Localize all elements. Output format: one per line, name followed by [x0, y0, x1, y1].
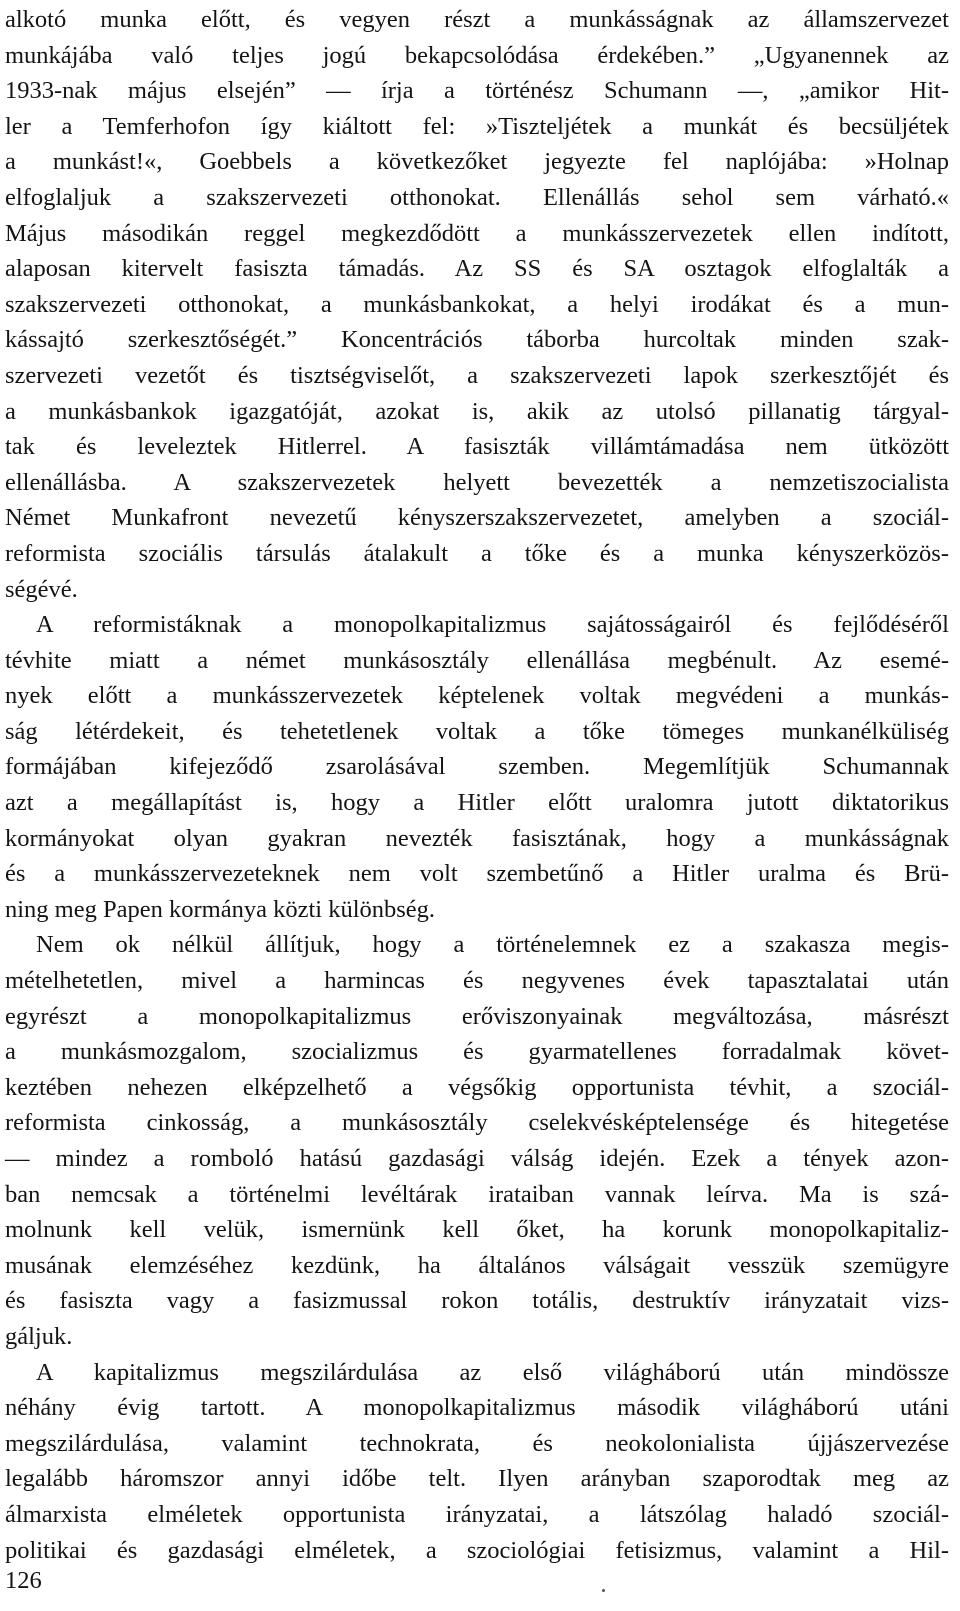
text-line: a munkást!«, Goebbels a következőket jegyezte fel naplójába: »Holnap	[5, 148, 949, 176]
text-line: és a munkásszervezeteknek nem volt szembetűnő a Hitler uralma és Brü-	[5, 860, 949, 888]
text-line: nyek előtt a munkásszervezetek képtelenek voltak megvédeni a munkás-	[5, 682, 949, 710]
text-line: tévhite miatt a német munkásosztály ellenállása megbénult. Az esemé-	[5, 646, 949, 674]
text-line: ban nemcsak a történelmi levéltárak irataiban vannak leírva. Ma is szá-	[5, 1180, 949, 1208]
text-line: Május másodikán reggel megkezdődött a munkásszervezetek ellen indított,	[5, 219, 949, 247]
text-line: tak és leveleztek Hitlerrel. A fasiszták villámtámadása nem ütközött	[5, 433, 949, 461]
text-line: néhány évig tartott. A monopolkapitalizmus második világháború utáni	[5, 1394, 949, 1422]
text-line: Német Munkafront nevezetű kényszerszakszervezetet, amelyben a szociál-	[5, 504, 949, 532]
text-line: ségévé.	[5, 575, 78, 603]
text-line: 1933-nak május elsején” — írja a történész Schumann —, „amikor Hit-	[5, 77, 949, 105]
text-line: Nem ok nélkül állítjuk, hogy a történelemnek ez a szakasza megis-	[36, 931, 949, 959]
text-line: elfoglaljuk a szakszervezeti otthonokat. Ellenállás sehol sem várható.«	[5, 183, 949, 211]
page-number: 126	[5, 1567, 42, 1594]
text-line: kássajtó szerkesztőségét.” Koncentrációs táborba hurcoltak minden szak-	[5, 326, 949, 354]
text-line: egyrészt a monopolkapitalizmus erőviszonyainak megváltozása, másrészt	[5, 1002, 949, 1030]
text-line: ság létérdekeit, és tehetetlenek voltak a tőke tömeges munkanélküliség	[5, 717, 949, 745]
text-line: a munkásbankok igazgatóját, azokat is, akik az utolsó pillanatig tárgyal-	[5, 397, 949, 425]
text-line: musának elemzéséhez kezdünk, ha általános válságait vesszük szemügyre	[5, 1251, 949, 1279]
text-line: ler a Temferhofon így kiáltott fel: »Tiszteljétek a munkát és becsüljétek	[5, 112, 949, 140]
text-line: reformista cinkosság, a munkásosztály cselekvésképtelensége és hitegetése	[5, 1109, 949, 1137]
text-line: szervezeti vezetőt és tisztségviselőt, a szakszervezeti lapok szerkesztőjét és	[5, 361, 949, 389]
text-line: A kapitalizmus megszilárdulása az első világháború után mindössze	[36, 1358, 949, 1386]
text-line: alaposan kitervelt fasiszta támadás. Az SS és SA osztagok elfoglalták a	[5, 255, 949, 283]
text-line: A reformistáknak a monopolkapitalizmus sajátosságairól és fejlődéséről	[36, 611, 949, 639]
text-line: — mindez a romboló hatású gazdasági válság idején. Ezek a tények azon-	[5, 1145, 949, 1172]
text-line: gáljuk.	[5, 1322, 73, 1350]
body-text	[5, 2, 949, 1568]
text-line: szakszervezeti otthonokat, a munkásbankokat, a helyi irodákat és a mun-	[5, 290, 949, 318]
text-line: politikai és gazdasági elméletek, a szociológiai fetisizmus, valamint a Hil-	[5, 1536, 949, 1564]
text-line: mételhetetlen, mivel a harmincas és negyvenes évek tapasztalatai után	[5, 967, 949, 995]
text-line: alkotó munka előtt, és vegyen részt a munkásságnak az államszervezet	[5, 6, 949, 33]
text-line: a munkásmozgalom, szocializmus és gyarmatellenes forradalmak követ-	[5, 1038, 949, 1066]
text-line: és fasiszta vagy a fasizmussal rokon totális, destruktív irányzatait vizs-	[5, 1287, 949, 1315]
text-line: munkájába való teljes jogú bekapcsolódása érdekében.” „Ugyanennek az	[5, 41, 949, 69]
text-line: reformista szociális társulás átalakult a tőke és a munka kényszerközös-	[5, 539, 949, 567]
text-line: molnunk kell velük, ismernünk kell őket, ha korunk monopolkapitaliz-	[5, 1216, 949, 1244]
text-line: formájában kifejeződő zsarolásával szemben. Megemlítjük Schumannak	[5, 753, 949, 781]
text-line: legalább háromszor annyi időbe telt. Ilyen arányban szaporodtak meg az	[5, 1465, 949, 1493]
text-line: azt a megállapítást is, hogy a Hitler előtt uralomra jutott diktatorikus	[5, 789, 949, 817]
text-line: megszilárdulása, valamint technokrata, és neokolonialista újjászervezése	[5, 1429, 949, 1457]
text-line: keztében nehezen elképzelhető a végsőkig opportunista tévhit, a szociál-	[5, 1073, 949, 1101]
text-line: álmarxista elméletek opportunista irányzatai, a látszólag haladó szociál-	[5, 1500, 949, 1528]
text-line: ning meg Papen kormánya közti különbség.	[5, 895, 436, 923]
print-speck	[602, 1589, 605, 1592]
text-line: kormányokat olyan gyakran nevezték fasisztának, hogy a munkásságnak	[5, 824, 949, 852]
text-line: ellenállásba. A szakszervezetek helyett bevezették a nemzetiszocialista	[5, 468, 949, 496]
